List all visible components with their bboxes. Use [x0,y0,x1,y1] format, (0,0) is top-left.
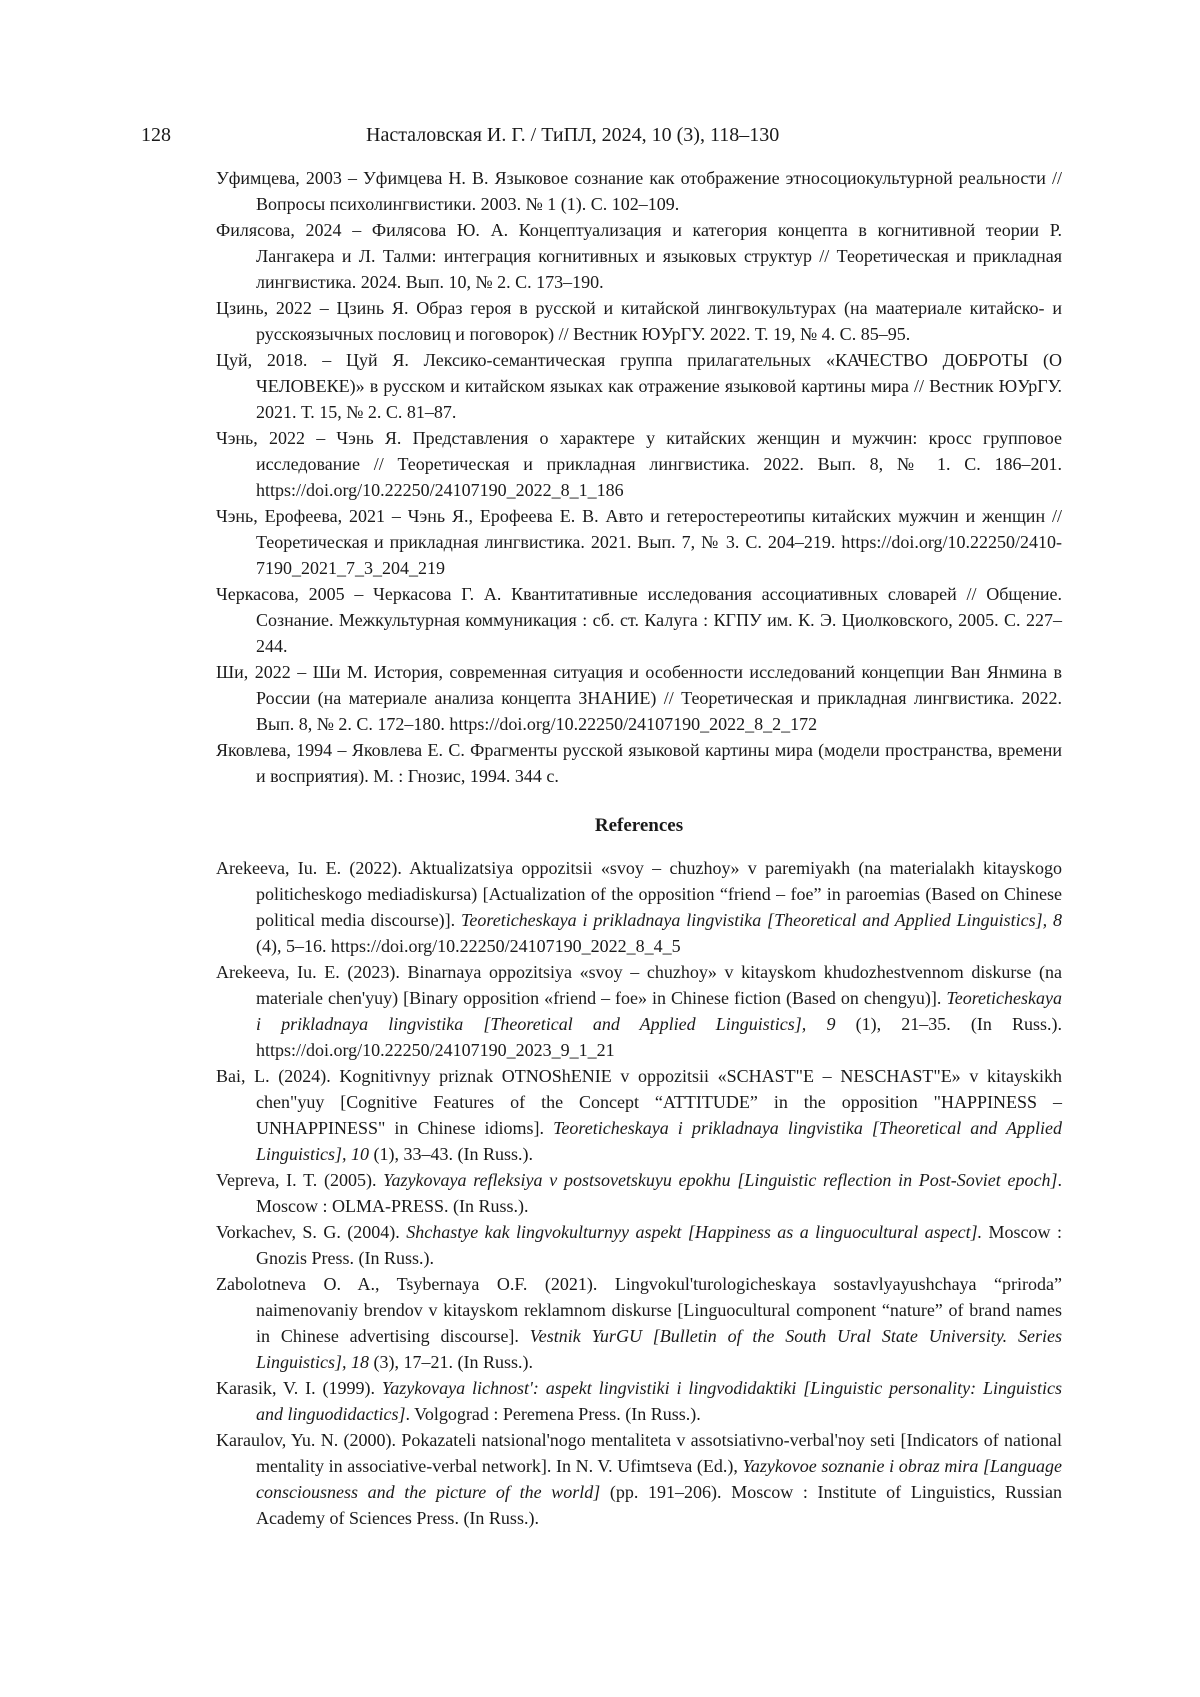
reference-entry [216,659,1062,737]
reference-italic-text: Teoreticheskaya i prikladnaya lingvistika [Theoretical and Applied Linguistics], 8 [461,910,1062,930]
reference-text: Чэнь, Ерофеева, 2021 – Чэнь Я., Ерофеева Е. В. Авто и гетеростереотипы китайских мужчин и женщин // Теоретическая и прикладная лингвистика. 2021. Вып. 7, № 3. С. 204–219. https://doi.org/10.22250/2410-7190_2021_7_3_204_219 [216,506,1062,578]
reference-entry [216,503,1062,581]
russian-reference-list [216,165,1062,789]
reference-text: Чэнь, 2022 – Чэнь Я. Представления о характере у китайских женщин и мужчин: кросс групповое исследование // Теоретическая и прикладная лингвистика. 2022. Вып. 8, № 1. С. 186–201. https://doi.org/10.22250/24107190_2022_8_1_186 [216,428,1062,500]
reference-text: Vorkachev, S. G. (2004). [216,1222,407,1242]
reference-entry [216,425,1062,503]
reference-text: Arekeeva, Iu. E. (2023). Binarnaya oppozitsiya «svoy – chuzhoy» v kitayskom khudozhestvennom diskurse (na materiale chen'yuy) [Binary opposition «friend – foe» in Chinese fiction (Based on chengyu)]. [216,962,1062,1008]
english-reference-list [216,855,1062,1531]
reference-entry [216,295,1062,347]
reference-text: Уфимцева, 2003 – Уфимцева Н. В. Языковое сознание как отображение этносоциокультурной реальности // Вопросы психолингвистики. 2003. № 1 (1). С. 102–109. [216,168,1062,214]
reference-italic-text: Shchastye kak lingvokulturnyy aspekt [Happiness as a linguocultural aspect]. [406,1222,983,1242]
references-heading: References [594,815,684,836]
reference-entry [216,1167,1062,1219]
reference-text: (1), 33–43. (In Russ.). [369,1144,534,1164]
reference-text: Moscow : Gnozis Press. (In Russ.). [256,1222,1062,1268]
running-title: Насталовская И. Г. / ТиПЛ, 2024, 10 (3), 118–130 [366,124,780,146]
reference-text: (1), 21–35. (In Russ.). https://doi.org/10.22250/24107190_2023_9_1_21 [256,1014,1062,1060]
reference-text: (pp. 191–206). Moscow : Institute of Linguistics, Russian Academy of Sciences Press. (In Russ.). [256,1482,1062,1528]
reference-text: Яковлева, 1994 – Яковлева Е. С. Фрагменты русской языковой картины мира (модели пространства, времени и восприятия). М. : Гнозис, 1994. 344 с. [216,740,1062,786]
reference-text: Черкасова, 2005 – Черкасова Г. А. Квантитативные исследования ассоциативных словарей // Общение. Сознание. Межкультурная коммуникация : сб. ст. Калуга : КГПУ им. К. Э. Циолковского, 2005. С. 227–244. [216,584,1062,656]
reference-text: Цзинь, 2022 – Цзинь Я. Образ героя в русской и китайской лингвокультурах (на маатериале китайско- и русскоязычных пословиц и поговорок) // Вестник ЮУрГУ. 2022. Т. 19, № 4. С. 85–95. [216,298,1062,344]
reference-text: Bai, L. (2024). Kognitivnyy priznak OTNOShENIE v oppozitsii «SCHAST"E – NESCHAST"E» v kitayskikh chen"yuy [Cognitive Features of the Concept “ATTITUDE” in the opposition "HAPPINESS – UNHAPPINESS" in Chinese idioms]. [216,1066,1062,1138]
reference-text: Karaulov, Yu. N. (2000). Pokazateli natsional'nogo mentaliteta v assotsiativno-verbal'noy seti [Indicators of national mentality in associative-verbal network]. In N. V. Ufimtseva (Ed.), [216,1430,1062,1476]
reference-entry [216,737,1062,789]
reference-italic-text: Teoreticheskaya i prikladnaya lingvistika [Theoretical and Applied Linguistics], 9 [256,988,1062,1034]
reference-entry [216,217,1062,295]
reference-text: Ши, 2022 – Ши М. История, современная ситуация и особенности исследований концепции Ван Янмина в России (на материале анализа концепта ЗНАНИЕ) // Теоретическая и прикладная лингвистика. 2022. Вып. 8, № 2. С. 172–180. https://doi.org/10.22250/24107190_2022_8_2_172 [216,662,1062,734]
reference-italic-text: Yazykovaya refleksiya v postsovetskuyu epokhu [Linguistic reflection in Post-Soviet epoch] [383,1170,1058,1190]
reference-text: Vepreva, I. T. (2005). [216,1170,384,1190]
reference-entry [216,855,1062,959]
reference-entry [216,1271,1062,1375]
reference-text: Zabolotneva O. A., Tsybernaya O.F. (2021). Lingvokul'turologicheskaya sostavlyayushchaya “priroda” naimenovaniy brendov v kitayskom reklamnom diskurse [Linguocultural component “nature” of brand names in Chinese advertising discourse]. [216,1274,1062,1346]
reference-entry [216,1063,1062,1167]
reference-italic-text: Yazykovoe soznanie i obraz mira [Language consciousness and the picture of the world] [256,1456,1063,1502]
reference-text: (3), 17–21. (In Russ.). [369,1352,534,1372]
reference-entry [216,1375,1062,1427]
main-content [216,165,1062,1531]
reference-entry [216,1427,1062,1531]
reference-text: . Volgograd : Peremena Press. (In Russ.). [405,1404,701,1424]
reference-text: . Moscow : OLMA-PRESS. (In Russ.). [256,1170,1062,1216]
reference-entry [216,581,1062,659]
reference-text: (4), 5–16. https://doi.org/10.22250/24107190_2022_8_4_5 [256,936,681,956]
reference-text: Филясова, 2024 – Филясова Ю. А. Концептуализация и категория концепта в когнитивной теории Р. Лангакера и Л. Талми: интеграция когнитивных и языковых структур // Теоретическая и прикладная лингвистика. 2024. Вып. 10, № 2. С. 173–190. [216,220,1062,292]
reference-entry [216,1219,1062,1271]
reference-entry [216,165,1062,217]
page-number: 128 [141,124,171,146]
reference-entry [216,347,1062,425]
reference-italic-text: Teoreticheskaya i prikladnaya lingvistika [Theoretical and Applied Linguistics], 10 [256,1118,1062,1164]
page-header [0,124,1200,154]
reference-italic-text: Yazykovaya lichnost': aspekt lingvistiki i lingvodidaktiki [Linguistic personality: Linguistics and linguodidactics] [256,1378,1062,1424]
reference-text: Arekeeva, Iu. E. (2022). Aktualizatsiya oppozitsii «svoy – chuzhoy» v paremiyakh (na materialakh kitayskogo politicheskogo mediadiskursa) [Actualization of the opposition “friend – foe” in paroemias (Based on Chinese political media discourse)]. [216,858,1062,930]
reference-entry [216,959,1062,1063]
reference-text: Цуй, 2018. – Цуй Я. Лексико-семантическая группа прилагательных «КАЧЕСТВО ДОБРОТЫ (О ЧЕЛОВЕКЕ)» в русском и китайском языках как отражение языковой картины мира // Вестник ЮУрГУ. 2021. Т. 15, № 2. С. 81–87. [216,350,1062,422]
reference-text: Karasik, V. I. (1999). [216,1378,382,1398]
reference-italic-text: Vestnik YurGU [Bulletin of the South Ural State University. Series Linguistics], 18 [256,1326,1063,1372]
